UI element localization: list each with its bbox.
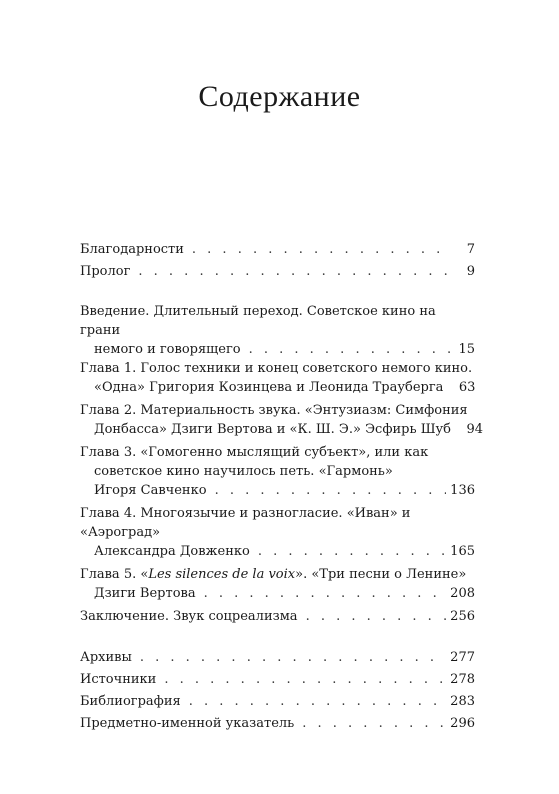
toc-entry-chapter-3[interactable] [80, 443, 475, 500]
toc-entry-label: Донбасса» Дзиги Вертова и «К. Ш. Э.» Эсфирь Шуб [94, 422, 452, 437]
toc-entry-line: Глава 1. Голос техники и конец советского немого кино. [80, 361, 473, 376]
toc-entry-chapter-5[interactable] [80, 565, 475, 603]
toc-page-number: 256 [450, 609, 475, 624]
leader-dots [215, 481, 447, 500]
toc-page-number: 9 [466, 264, 475, 279]
toc-page-number: 278 [450, 672, 475, 687]
toc-entry-introduction[interactable] [80, 302, 475, 359]
toc-entry-label: Игоря Савченко [94, 483, 207, 498]
toc-entry-sources[interactable] [80, 670, 475, 689]
toc-entry-index[interactable] [80, 714, 475, 733]
toc-entry-chapter-2[interactable] [80, 401, 484, 439]
toc-entry-label: немого и говорящего [94, 342, 241, 357]
toc-entry-text: Глава 5. « [80, 567, 149, 582]
toc-entry-bibliography[interactable] [80, 692, 475, 711]
toc-page-number: 94 [466, 422, 484, 437]
toc-entry-label: Александра Довженко [94, 544, 250, 559]
toc-page-number: 165 [450, 544, 475, 559]
leader-dots [204, 584, 447, 603]
toc-entry-prologue[interactable] [80, 262, 475, 281]
toc-entry-line: Глава 3. «Гомогенно мыслящий субъект», или как [80, 445, 429, 460]
toc-entry-acknowledgements[interactable] [80, 240, 475, 259]
leader-dots [140, 648, 446, 667]
leader-dots [138, 262, 451, 281]
toc-entry-line: Введение. Длительный переход. Советское кино на грани [80, 304, 436, 338]
leader-dots [258, 542, 446, 561]
leader-dots [189, 692, 446, 711]
toc-entry-conclusion[interactable] [80, 607, 475, 626]
toc-page-number: 15 [458, 342, 475, 357]
toc-entry-label: Благодарности [80, 242, 184, 257]
toc-entry-label: Заключение. Звук соцреализма [80, 609, 298, 624]
toc-page-number: 283 [450, 694, 475, 709]
leader-dots [164, 670, 446, 689]
toc-page-number: 277 [450, 650, 475, 665]
leader-dots [249, 340, 451, 359]
toc-page-number: 136 [450, 483, 475, 498]
toc-entry-archives[interactable] [80, 648, 475, 667]
toc-entry-label: Библиография [80, 694, 181, 709]
toc-entry-line: советское кино научилось петь. «Гармонь» [94, 464, 393, 479]
toc-entry-label: «Одна» Григория Козинцева и Леонида Трауберга [94, 380, 444, 395]
table-of-contents [80, 240, 484, 733]
toc-entry-label: Предметно-именной указатель [80, 716, 295, 731]
toc-entry-chapter-1[interactable] [80, 359, 475, 397]
toc-entry-text: ». «Три песни о Ленине» [295, 567, 467, 582]
toc-entry-label: Дзиги Вертова [94, 586, 196, 601]
toc-entry-italic-title: Les silences de la voix [148, 567, 296, 582]
leader-dots [192, 240, 451, 259]
toc-entry-label: Пролог [80, 264, 131, 279]
leader-dots [302, 714, 446, 733]
toc-entry-line [80, 565, 475, 584]
toc-entry-chapter-4[interactable] [80, 504, 475, 561]
toc-page-number: 7 [466, 242, 475, 257]
toc-page-number: 296 [450, 716, 475, 731]
toc-entry-label: Источники [80, 672, 157, 687]
leader-dots [306, 607, 447, 626]
toc-page-number: 63 [458, 380, 476, 395]
toc-page-number: 208 [450, 586, 475, 601]
toc-entry-line: Глава 4. Многоязычие и разногласие. «Иван» и «Аэроград» [80, 506, 411, 540]
page-title: Содержание [198, 80, 361, 113]
toc-entry-label: Архивы [80, 650, 132, 665]
toc-entry-line: Глава 2. Материальность звука. «Энтузиазм: Симфония [80, 403, 468, 418]
